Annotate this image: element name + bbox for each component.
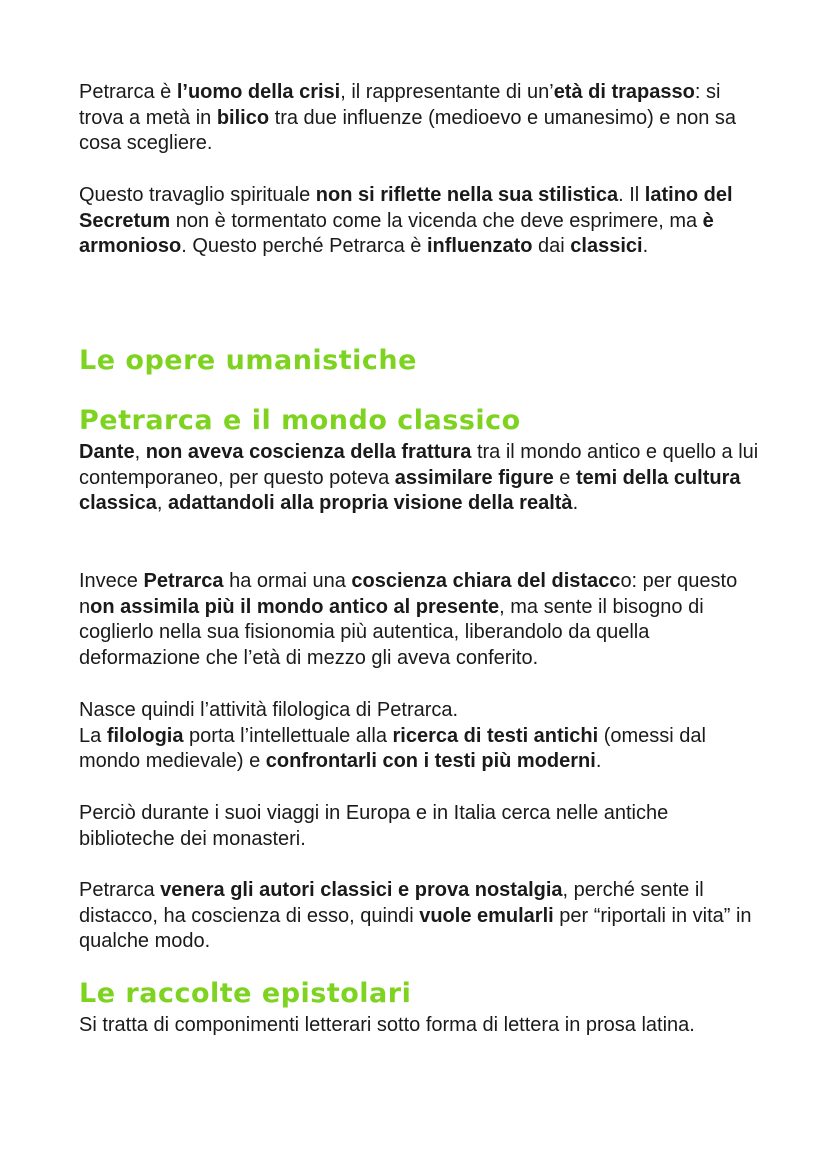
paragraph-petrarca-distacco: Invece Petrarca ha ormai una coscienza chiara del distacco: per questo non assimila più il mondo antico al presente, ma sente il bisogno di coglierlo nella sua fisionomia più autentica, liberandolo da quella deformazione che l’età di mezzo gli aveva conferito. <box>79 570 738 669</box>
paragraph-epistolari: Si tratta di componimenti letterari sotto forma di lettera in prosa latina. <box>79 1014 695 1036</box>
heading-raccolte-epistolari: Le raccolte epistolari <box>79 978 412 1009</box>
paragraph-crisi: Petrarca è l’uomo della crisi, il rappresentante di un’età di trapasso: si trova a metà in bilico tra due influenze (medioevo e umanesimo) e non sa cosa scegliere. <box>79 81 737 154</box>
paragraph-filologia: Nasce quindi l’attività filologica di Petrarca. La filologia porta l’intellettuale alla ricerca di testi antichi (omessi dal mondo medievale) e confrontarli con i testi più moderni. <box>79 699 706 772</box>
heading-opere-umanistiche: Le opere umanistiche <box>79 345 417 376</box>
paragraph-stilistica: Questo travaglio spirituale non si riflette nella sua stilistica. Il latino del Secretum non è tormentato come la vicenda che deve esprimere, ma è armonioso. Questo perché Petrarca è influenzato dai classici. <box>79 184 733 257</box>
paragraph-viaggi: Perciò durante i suoi viaggi in Europa e in Italia cerca nelle antiche biblioteche dei monasteri. <box>79 802 669 850</box>
paragraph-nostalgia: Petrarca venera gli autori classici e prova nostalgia, perché sente il distacco, ha coscienza di esso, quindi vuole emularli per “riportali in vita” in qualche modo. <box>79 879 752 952</box>
paragraph-dante: Dante, non aveva coscienza della frattura tra il mondo antico e quello a lui contemporaneo, per questo poteva assimilare figure e temi della cultura classica, adattandoli alla propria visione della realtà. <box>79 441 759 514</box>
heading-mondo-classico: Petrarca e il mondo classico <box>79 405 521 436</box>
